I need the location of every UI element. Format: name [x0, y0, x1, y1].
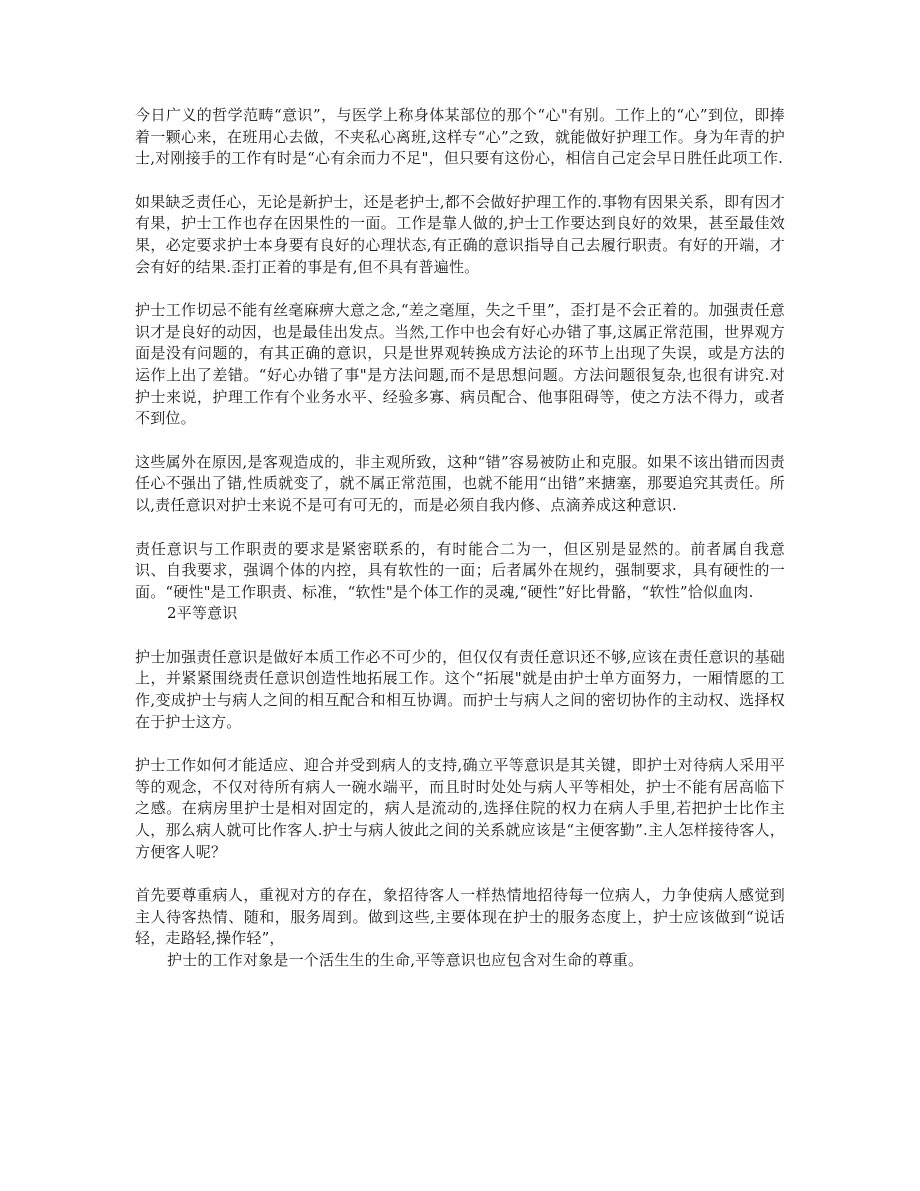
paragraph-7: 护士工作如何才能适应、迎合并受到病人的支持,确立平等意识是其关键，即护士对待病人采用平等的观念，不仅对待所有病人一碗水端平，而且时时处处与病人平等相处，护士不能有居高临下之感。在病房里护士是相对固定的，病人是流动的,选择住院的权力在病人手里,若把护士比作主人，那么病人就可比作客人.护士与病人彼此之间的关系就应该是“主便客勤”.主人怎样接待客人，方便客人呢？ — [135, 756, 785, 861]
section-heading: 2平等意识 — [167, 604, 238, 623]
paragraph-5: 责任意识与工作职责的要求是紧密联系的，有时能合二为一，但区别是显然的。前者属自我意识、自我要求，强调个体的内控，具有软性的一面；后者属外在规约，强制要求，具有硬性的一面。“硬性"是工作职责、标准，“软性"是个体工作的灵魂,“硬性”好比骨骼，“软性”恰似血肉. — [135, 539, 785, 601]
paragraph-2: 如果缺乏责任心，无论是新护士，还是老护士,都不会做好护理工作的.事物有因果关系，即有因才有果，护士工作也存在因果性的一面。工作是靠人做的,护士工作要达到良好的效果，甚至最佳效果，必定要求护士本身要有良好的心理状态,有正确的意识指导自己去履行职责。有好的开端，才会有好的结果.歪打正着的事是有,但不具有普遍性。 — [135, 192, 785, 276]
closing-line: 护士的工作对象是一个活生生的生命,平等意识也应包含对生命的尊重。 — [167, 951, 644, 969]
paragraph-8: 首先要尊重病人，重视对方的存在，象招待客人一样热情地招待每一位病人，力争使病人感觉到主人待客热情、随和，服务周到。做到这些,主要体现在护士的服务态度上，护士应该做到“说话轻，走路轻,操作轻”， — [135, 886, 785, 948]
paragraph-3: 护士工作切忌不能有丝毫麻痹大意之念,“差之毫厘，失之千里”，歪打是不会正着的。加强责任意识才是良好的动因，也是最佳出发点。当然,工作中也会有好心办错了事,这属正常范围，世界观方面是没有问题的，有其正确的意识，只是世界观转换成方法论的环节上出现了失误，或是方法的运作上出了差错。“好心办错了事"是方法问题,而不是思想问题。方法问题很复杂,也很有讲究.对护士来说，护理工作有个业务水平、经验多寡、病员配合、他事阻碍等，使之方法不得力，或者不到位。 — [135, 301, 785, 428]
paragraph-1: 今日广义的哲学范畴“意识”，与医学上称身体某部位的那个“心"有别。工作上的“心”到位，即捧着一颗心来，在班用心去做，不夹私心离班,这样专“心”之致，就能做好护理工作。身为年青的护士,对刚接手的工作有时是“心有余而力不足"，但只要有这份心，相信自己定会早日胜任此项工作. — [135, 106, 785, 168]
document-page — [135, 105, 785, 972]
paragraph-6: 护士加强责任意识是做好本质工作必不可少的，但仅仅有责任意识还不够,应该在责任意识的基础上，并紧紧围绕责任意识创造性地拓展工作。这个“拓展"就是由护士单方面努力，一厢情愿的工作,变成护士与病人之间的相互配合和相互协调。而护士与病人之间的密切协作的主动权、选择权在于护士这方。 — [135, 647, 785, 731]
paragraph-4: 这些属外在原因,是客观造成的，非主观所致，这种“错”容易被防止和克服。如果不该出错而因责任心不强出了错,性质就变了，就不属正常范围，也就不能用“出错”来搪塞，那要追究其责任。所以,责任意识对护士来说不是可有可无的，而是必须自我内修、点滴养成这种意识. — [135, 452, 785, 514]
